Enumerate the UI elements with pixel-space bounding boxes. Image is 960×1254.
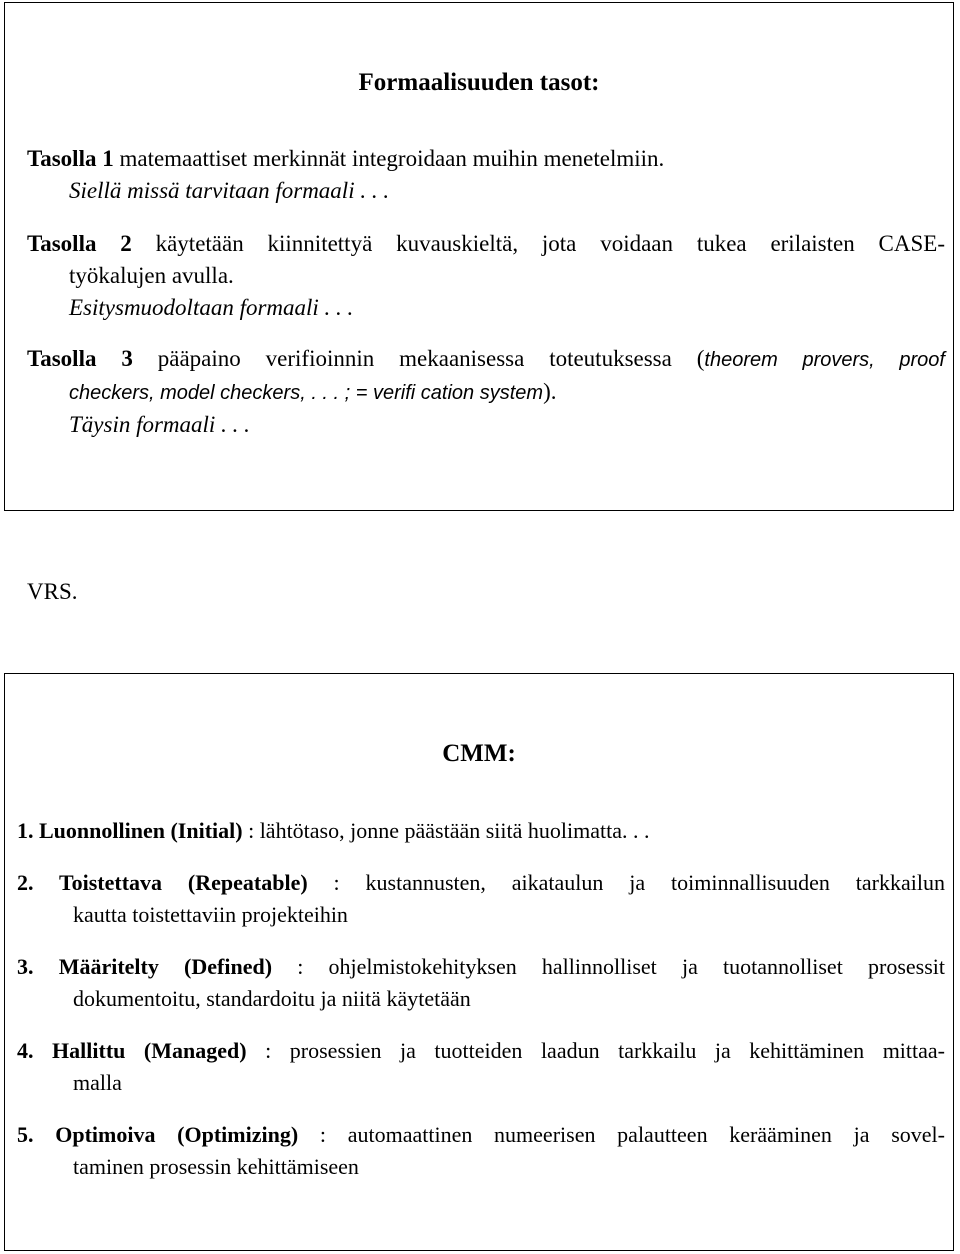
cmm-text: : ohjelmistokehityksen hallinnolliset ja tuotannolliset prosessit: [272, 954, 945, 979]
cmm-text-continued: taminen prosessin kehittämiseen: [73, 1154, 359, 1179]
cmm-line: [17, 951, 945, 983]
cmm-text-continued: dokumentoitu, standardoitu ja niitä käytetään: [73, 986, 471, 1011]
level-note: Esitysmuodoltaan formaali . . .: [69, 295, 354, 320]
cmm-label: 4. Hallittu (Managed): [17, 1038, 247, 1063]
cmm-text: : kustannusten, aikataulun ja toiminnallisuuden tarkkailun: [307, 870, 945, 895]
cmm-text: : lähtötaso, jonne päästään siitä huolimatta. . .: [242, 818, 650, 843]
level-3: [27, 343, 945, 441]
closing-paren: ).: [543, 379, 557, 404]
tool-examples: theorem provers, proof: [704, 349, 945, 371]
cmm-text-continued: malla: [73, 1070, 122, 1095]
level-text-continued: [27, 376, 945, 409]
level-label: Tasolla 2: [27, 231, 132, 256]
level-label: Tasolla 1: [27, 146, 114, 171]
cmm-label: 3. Määritelty (Defined): [17, 954, 273, 979]
cmm-line: [17, 1035, 945, 1067]
cmm-label: 5. Optimoiva (Optimizing): [17, 1122, 299, 1147]
level-note: Täysin formaali . . .: [69, 412, 250, 437]
cmm-level-3: [17, 951, 945, 1015]
separator-text: VRS.: [27, 579, 78, 604]
level-2-line: [27, 228, 945, 260]
level-text-continued: työkalujen avulla.: [69, 263, 234, 288]
cmm-line: [17, 815, 945, 847]
level-text: käytetään kiinnitettyä kuvauskieltä, jota voidaan tukea erilaisten CASE-: [155, 231, 945, 256]
cmm-line: [17, 867, 945, 899]
level-note: Siellä missä tarvitaan formaali . . .: [69, 178, 390, 203]
slide-title: Formaalisuuden tasot:: [358, 69, 600, 96]
level-1: [27, 143, 945, 207]
cmm-text: : automaattinen numeerisen palautteen kerääminen ja sovel-: [298, 1122, 945, 1147]
level-3-line: [27, 343, 945, 376]
formality-levels-slide: [4, 2, 954, 511]
level-1-line: [27, 143, 945, 175]
slide-title: CMM:: [442, 740, 516, 767]
cmm-line: [17, 1119, 945, 1151]
cmm-level-5: [17, 1119, 945, 1183]
level-2: [27, 228, 945, 324]
cmm-level-4: [17, 1035, 945, 1099]
tool-examples-continued: checkers, model checkers, . . . ; = verifi cation system: [69, 382, 544, 404]
level-text: pääpaino verifioinnin mekaanisessa toteutuksessa (: [157, 346, 705, 371]
cmm-label: 1. Luonnollinen (Initial): [17, 818, 243, 843]
level-label: Tasolla 3: [27, 346, 133, 371]
cmm-slide: [4, 673, 954, 1251]
cmm-text-continued: kautta toistettaviin projekteihin: [73, 902, 348, 927]
level-text: matemaattiset merkinnät integroidaan muihin menetelmiin.: [119, 146, 665, 171]
cmm-level-2: [17, 867, 945, 931]
cmm-text: : prosessien ja tuotteiden laadun tarkkailu ja kehittäminen mittaa-: [246, 1038, 945, 1063]
cmm-label: 2. Toistettava (Repeatable): [17, 870, 308, 895]
cmm-level-1: [17, 815, 945, 847]
